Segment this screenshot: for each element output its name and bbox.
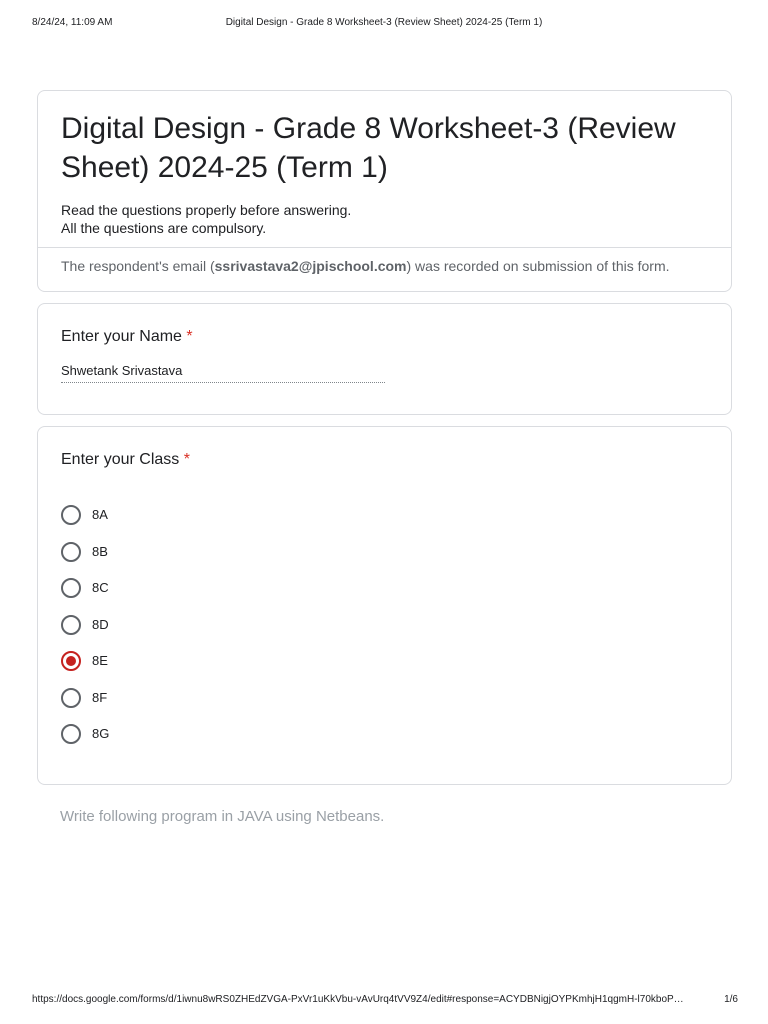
- class-option-label: 8E: [92, 653, 108, 668]
- radio-unchecked-icon[interactable]: [61, 688, 81, 708]
- name-question-card: [37, 303, 732, 415]
- class-question-title: [61, 451, 190, 469]
- form-title: Digital Design - Grade 8 Worksheet-3 (Review Sheet) 2024-25 (Term 1): [61, 112, 676, 184]
- email-note-suffix: ) was recorded on submission of this form.: [406, 258, 670, 274]
- email-recorded-note: [61, 258, 670, 274]
- required-marker: *: [183, 451, 190, 468]
- name-question-label: Enter your Name: [61, 328, 182, 345]
- description-line-2: All the questions are compulsory.: [61, 220, 267, 236]
- form-header-card: [37, 90, 732, 292]
- radio-unchecked-icon[interactable]: [61, 542, 81, 562]
- radio-unchecked-icon[interactable]: [61, 615, 81, 635]
- class-option-8g[interactable]: [61, 724, 261, 744]
- radio-unchecked-icon[interactable]: [61, 724, 81, 744]
- radio-unchecked-icon[interactable]: [61, 505, 81, 525]
- print-footer: [0, 994, 768, 1008]
- class-option-label: 8C: [92, 580, 109, 595]
- print-date: 8/24/24, 11:09 AM: [32, 17, 113, 28]
- class-option-8a[interactable]: [61, 505, 261, 525]
- class-option-8b[interactable]: [61, 542, 261, 562]
- class-option-label: 8G: [92, 726, 110, 741]
- class-option-label: 8A: [92, 507, 108, 522]
- class-option-8f[interactable]: [61, 688, 261, 708]
- class-option-8e[interactable]: [61, 651, 261, 671]
- class-option-8c[interactable]: [61, 578, 261, 598]
- respondent-email: ssrivastava2@jpischool.com: [214, 258, 407, 274]
- print-title: Digital Design - Grade 8 Worksheet-3 (Review Sheet) 2024-25 (Term 1): [225, 17, 543, 28]
- class-option-label: 8D: [92, 616, 109, 632]
- email-note-prefix: The respondent's email (: [61, 258, 215, 274]
- radio-checked-icon[interactable]: [61, 651, 81, 671]
- radio-unchecked-icon[interactable]: [61, 578, 81, 598]
- page-number: 1/6: [724, 994, 738, 1005]
- header-divider: [38, 247, 731, 248]
- section-description: Write following program in JAVA using Netbeans.: [60, 808, 385, 825]
- print-url: https://docs.google.com/forms/d/1iwnu8wRS0ZHEdZVGA-PxVr1uKkVbu-vAvUrq4tVV9Z4/edit#response=ACYDBNigjOYPKmhjH1qgmH-l70kboP…: [32, 994, 684, 1005]
- class-question-label: Enter your Class: [61, 451, 180, 468]
- form-description: [61, 201, 351, 237]
- class-question-card: [37, 426, 732, 785]
- print-header: [0, 17, 768, 31]
- name-answer-field[interactable]: Shwetank Srivastava: [61, 363, 385, 383]
- class-option-8d[interactable]: [61, 615, 261, 635]
- description-line-1: Read the questions properly before answering.: [61, 202, 352, 218]
- class-option-label: 8F: [92, 689, 108, 705]
- required-marker: *: [186, 328, 193, 345]
- class-option-label: 8B: [92, 543, 108, 559]
- name-question-title: [61, 328, 193, 346]
